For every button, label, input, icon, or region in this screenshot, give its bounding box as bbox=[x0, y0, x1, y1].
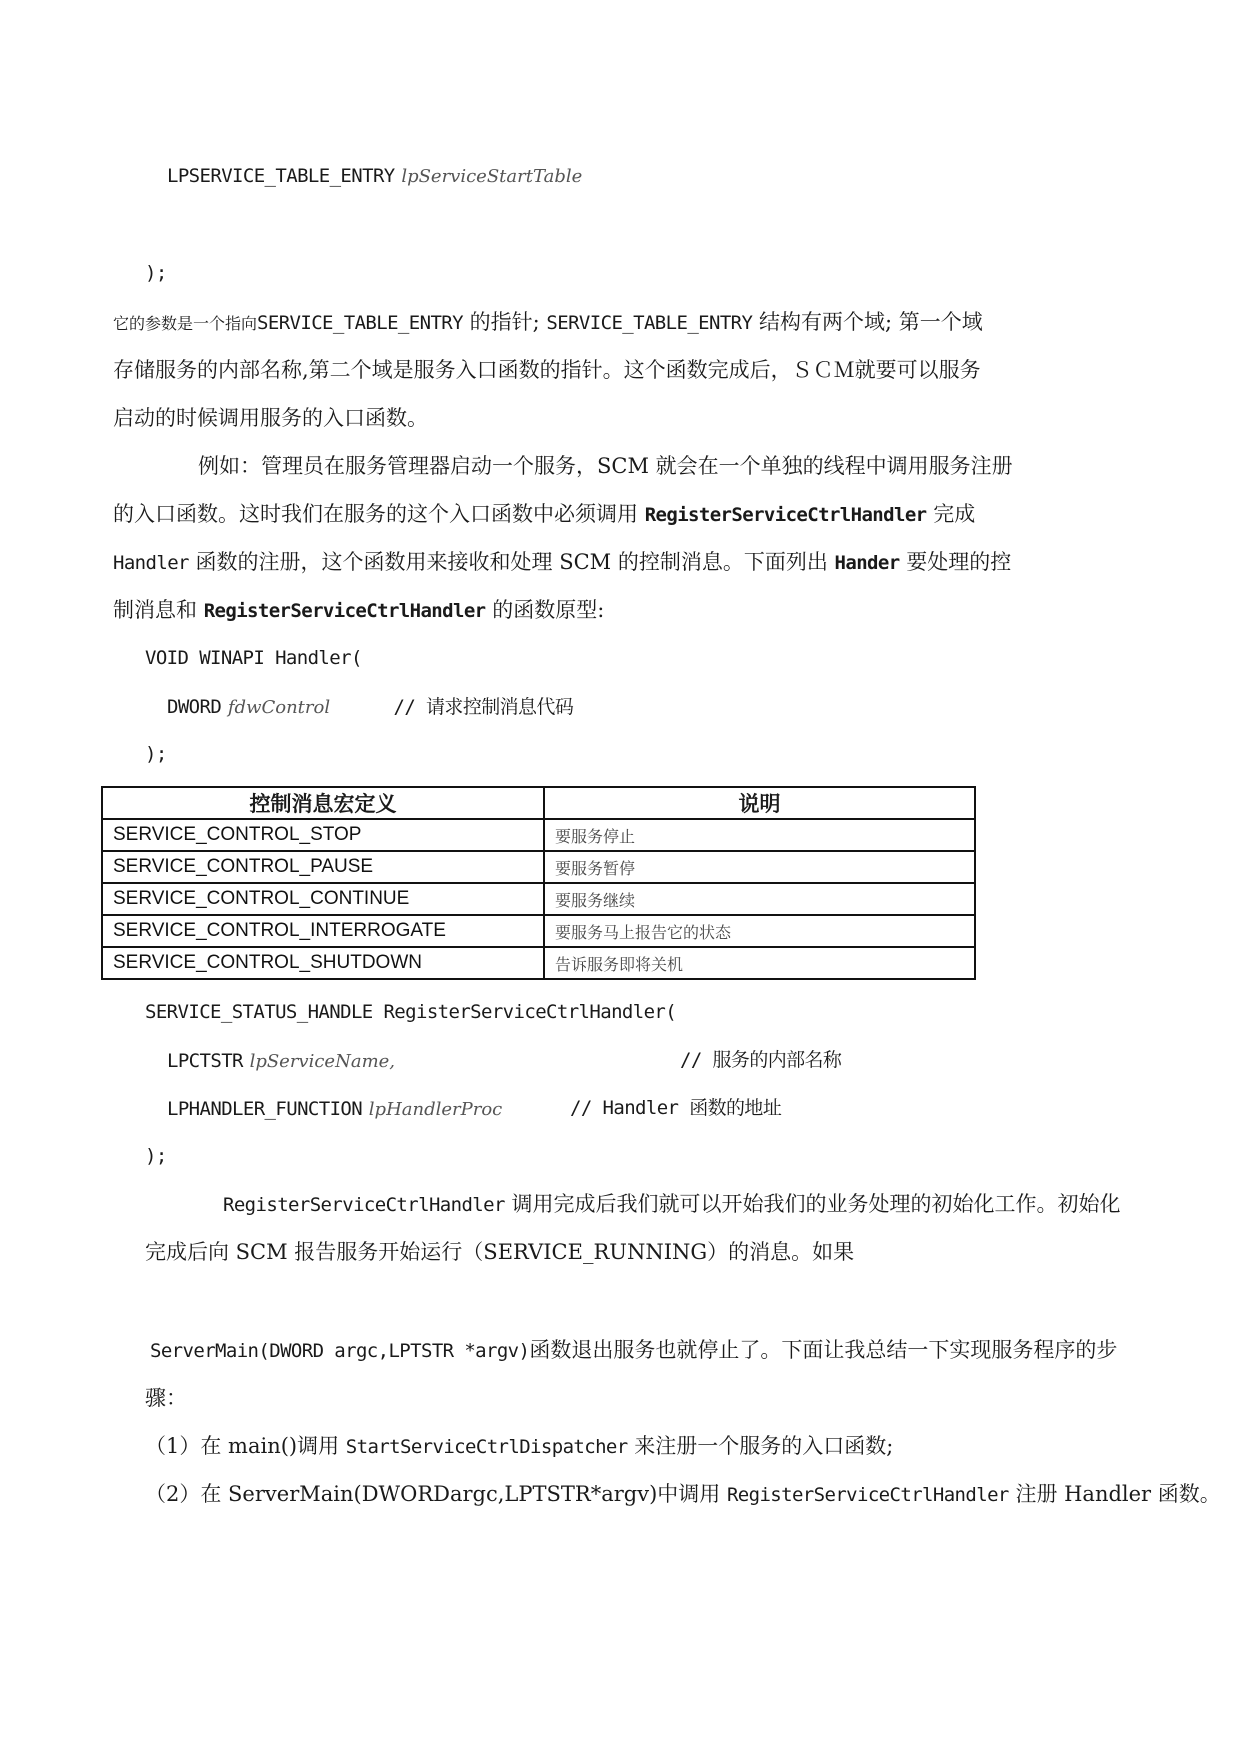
para4-line2: 骤： bbox=[145, 1386, 187, 1410]
table-cell: 告诉服务即将关机 bbox=[544, 947, 975, 979]
handler-close: ); bbox=[145, 743, 167, 765]
register-signature: SERVICE_STATUS_HANDLE RegisterServiceCtrlHandler( bbox=[145, 1001, 677, 1023]
register-param2: LPHANDLER_FUNCTION lpHandlerProc bbox=[167, 1098, 503, 1120]
table-row bbox=[102, 883, 975, 915]
para2-line2: 的入口函数。这时我们在服务的这个入口函数中必须调用 RegisterServiceCtrlHandler 完成 bbox=[113, 502, 976, 526]
para2-line3: Handler 函数的注册，这个函数用来接收和处理 SCM 的控制消息。下面列出 Hander 要处理的控 bbox=[113, 550, 1012, 574]
table-cell: SERVICE_CONTROL_STOP bbox=[102, 819, 544, 851]
para2-line1: 例如：管理员在服务管理器启动一个服务，SCM 就会在一个单独的线程中调用服务注册 bbox=[198, 454, 1013, 478]
table-header: 说明 bbox=[544, 787, 975, 819]
table-cell: 要服务停止 bbox=[544, 819, 975, 851]
para1-line3: 启动的时候调用服务的入口函数。 bbox=[113, 406, 428, 430]
table-row bbox=[102, 851, 975, 883]
handler-signature: VOID WINAPI Handler( bbox=[145, 647, 362, 669]
table-row bbox=[102, 947, 975, 979]
control-message-table bbox=[101, 786, 976, 980]
table-cell: 要服务继续 bbox=[544, 883, 975, 915]
table-cell: 要服务暂停 bbox=[544, 851, 975, 883]
register-param1: LPCTSTR lpServiceName, bbox=[167, 1050, 396, 1072]
para4-line1: ServerMain(DWORD argc,LPTSTR *argv)函数退出服务也就停止了。下面让我总结一下实现服务程序的步 bbox=[150, 1338, 1118, 1362]
register-close: ); bbox=[145, 1145, 167, 1167]
register-param1-comment: // 服务的内部名称 bbox=[680, 1049, 842, 1071]
para1-line1: 它的参数是一个指向SERVICE_TABLE_ENTRY 的指针; SERVICE_TABLE_ENTRY 结构有两个域; 第一个域 bbox=[113, 310, 983, 334]
table-row bbox=[102, 915, 975, 947]
para3-line1: RegisterServiceCtrlHandler 调用完成后我们就可以开始我们的业务处理的初始化工作。初始化 bbox=[223, 1192, 1121, 1216]
table-cell: SERVICE_CONTROL_SHUTDOWN bbox=[102, 947, 544, 979]
table-header: 控制消息宏定义 bbox=[102, 787, 544, 819]
table-header-row bbox=[102, 787, 975, 819]
para1-line2: 存储服务的内部名称,第二个域是服务入口函数的指针。这个函数完成后，ＳＣＭ就要可以服务 bbox=[113, 358, 981, 382]
para3-line2: 完成后向 SCM 报告服务开始运行（SERVICE_RUNNING）的消息。如果 bbox=[145, 1240, 855, 1264]
param-name: lpServiceStartTable bbox=[401, 166, 583, 187]
step-2: （2）在 ServerMain(DWORDargc,LPTSTR*argv)中调用 RegisterServiceCtrlHandler 注册 Handler 函数。 bbox=[145, 1482, 1221, 1506]
code-close: ); bbox=[145, 262, 167, 284]
step-1: （1）在 main()调用 StartServiceCtrlDispatcher 来注册一个服务的入口函数; bbox=[145, 1434, 894, 1458]
code-param-line bbox=[167, 160, 582, 192]
register-param2-comment: // Handler 函数的地址 bbox=[570, 1097, 782, 1119]
table-row bbox=[102, 819, 975, 851]
table-cell: SERVICE_CONTROL_INTERROGATE bbox=[102, 915, 544, 947]
param-type: LPSERVICE_TABLE_ENTRY bbox=[167, 165, 395, 187]
table-cell: SERVICE_CONTROL_PAUSE bbox=[102, 851, 544, 883]
table-cell: SERVICE_CONTROL_CONTINUE bbox=[102, 883, 544, 915]
para2-line4: 制消息和 RegisterServiceCtrlHandler 的函数原型: bbox=[113, 598, 605, 622]
table-cell: 要服务马上报告它的状态 bbox=[544, 915, 975, 947]
handler-param-line: DWORD fdwControl // 请求控制消息代码 bbox=[167, 696, 574, 718]
